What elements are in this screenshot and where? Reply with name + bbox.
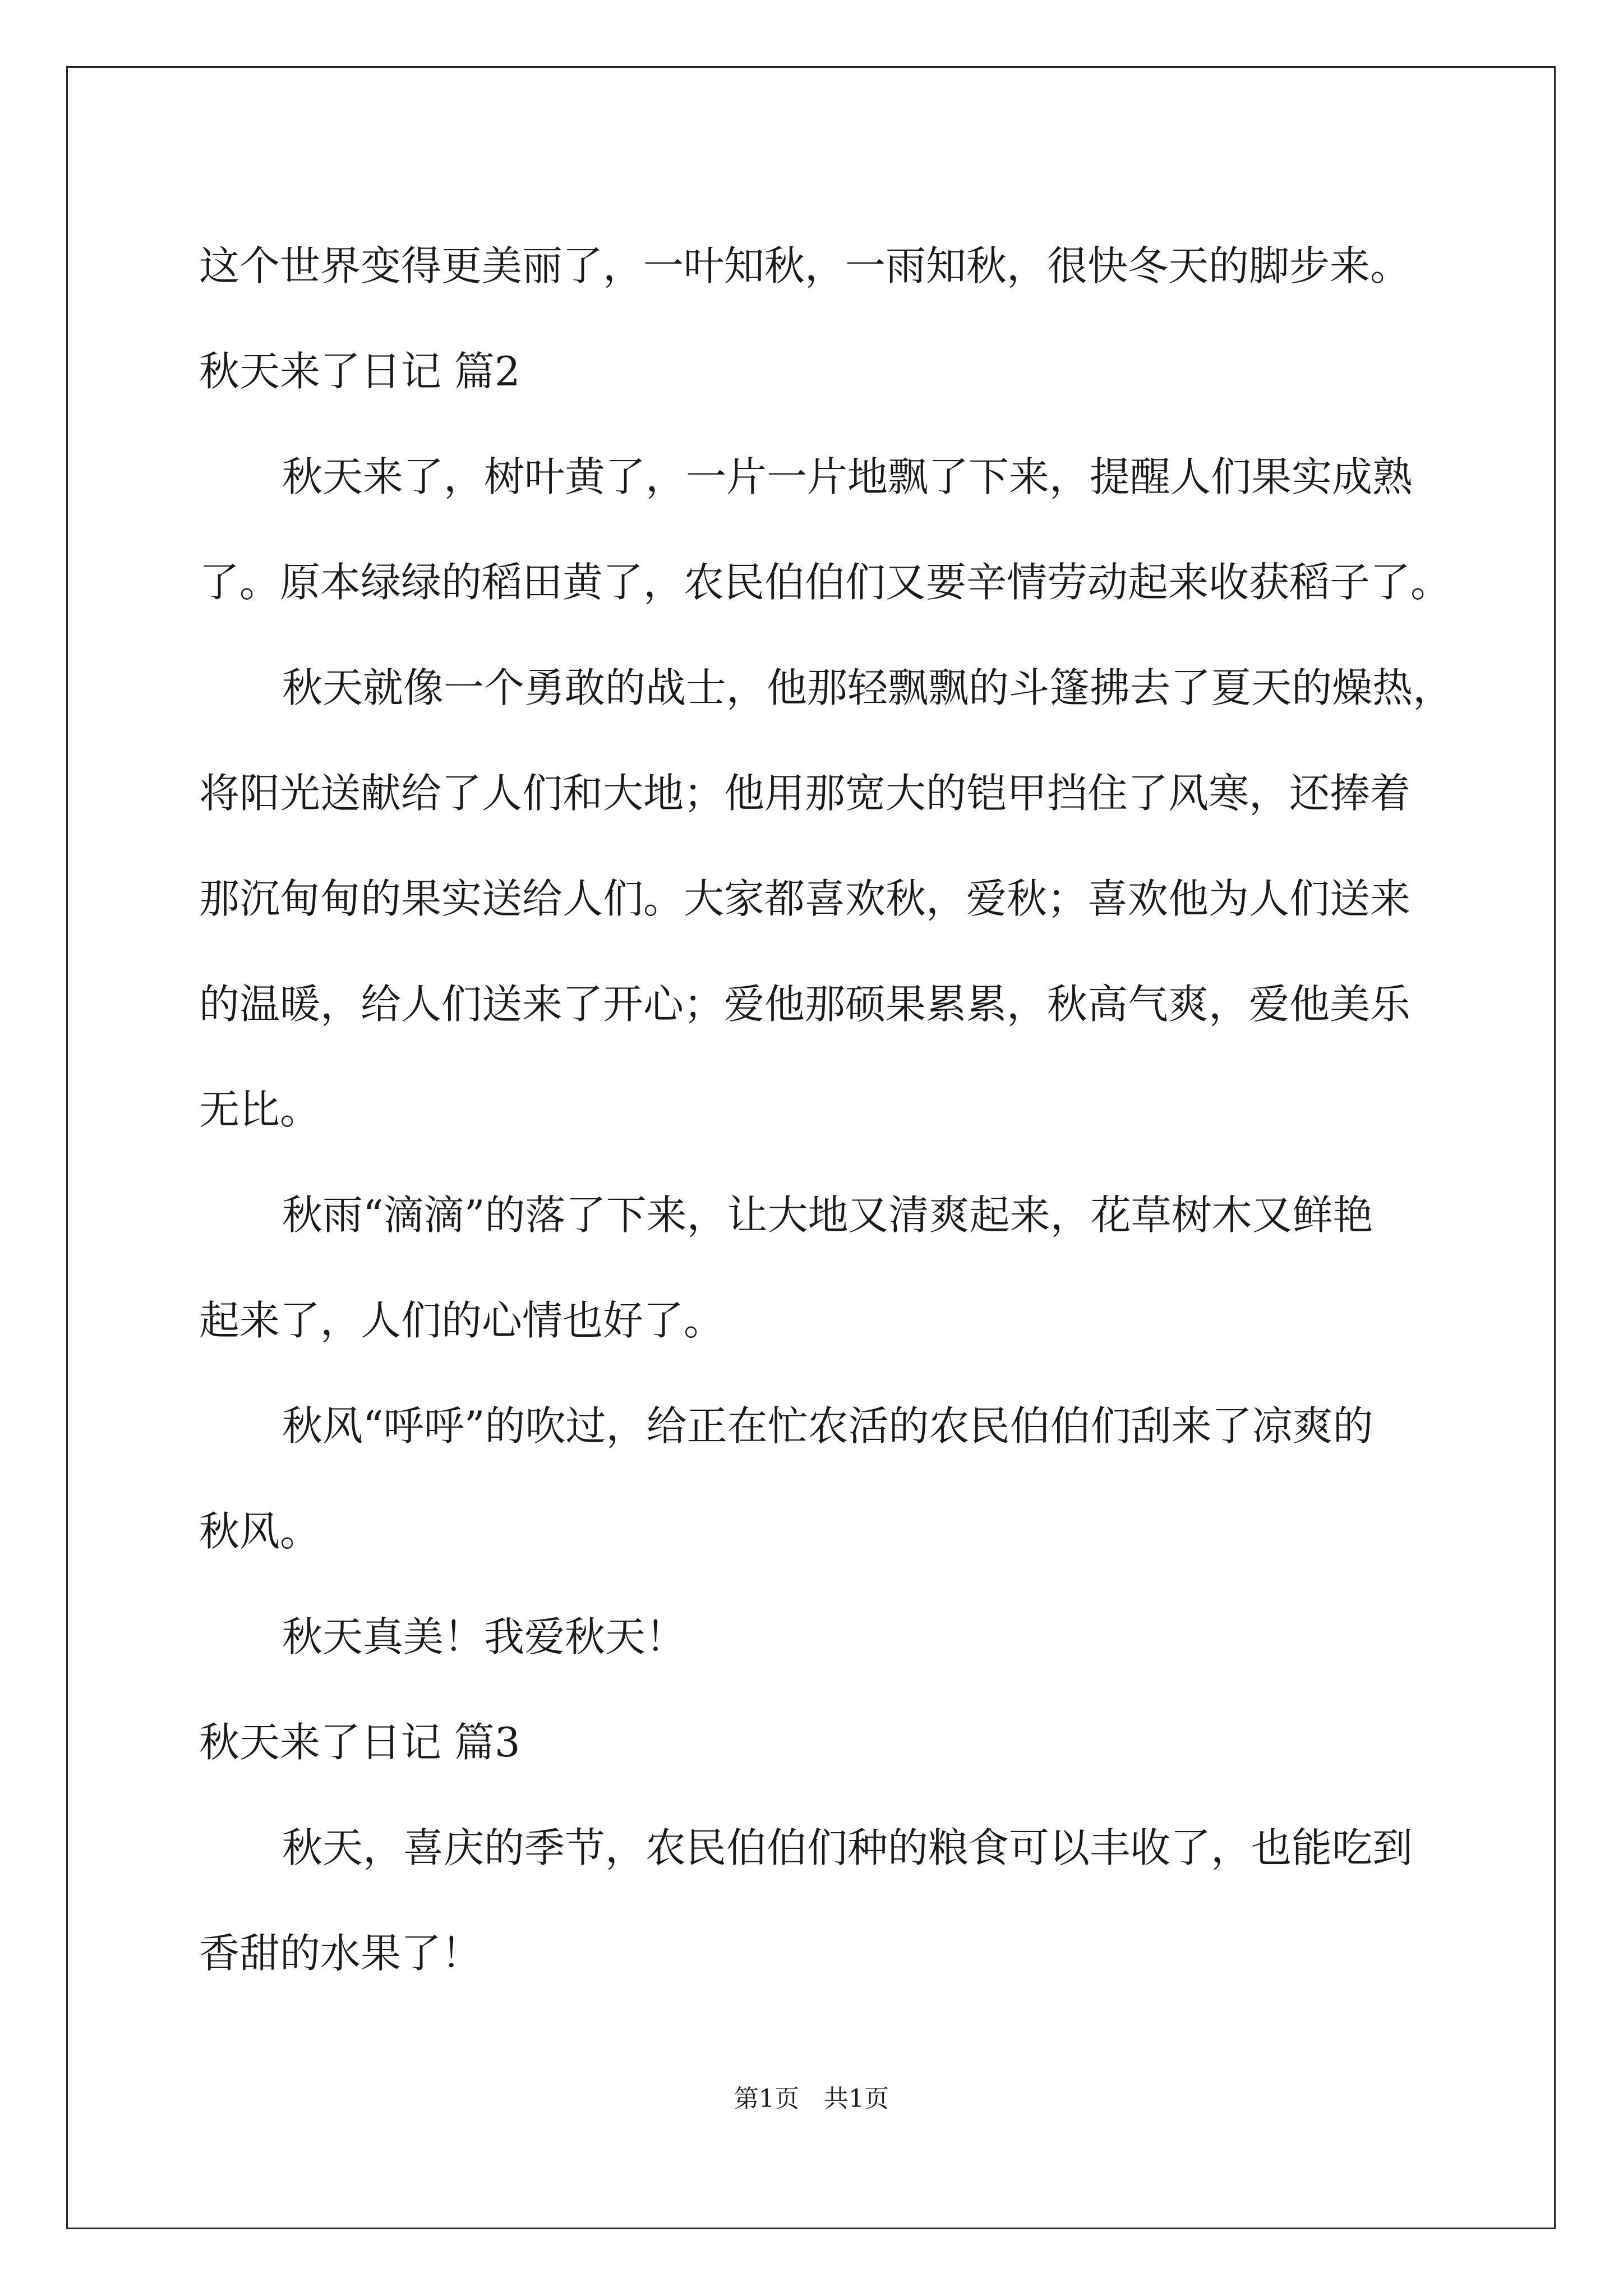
text-line: 香甜的水果了！ <box>199 1930 482 1977</box>
section-heading: 秋天来了日记 篇2 <box>199 348 520 395</box>
text-line: 的温暖，给人们送来了开心；爱他那硕果累累，秋高气爽，爱他美乐 <box>199 981 1411 1028</box>
text-line: 无比。 <box>199 1086 321 1133</box>
text-line: 这个世界变得更美丽了，一叶知秋，一雨知秋，很快冬天的脚步来。 <box>199 242 1411 289</box>
text-line: 秋风。 <box>199 1508 321 1555</box>
text-line: 秋天来了，树叶黄了，一片一片地飘了下来，提醒人们果实成熟 <box>282 453 1413 500</box>
document-body <box>199 213 1454 2006</box>
text-line: 秋天真美！我爱秋天！ <box>282 1613 686 1660</box>
text-line: 秋天，喜庆的季节，农民伯伯们种的粮食可以丰收了，也能吃到 <box>282 1824 1413 1871</box>
page-footer: 第1页 共1页 <box>734 2085 889 2113</box>
text-line: 秋风“呼呼”的吹过，给正在忙农活的农民伯伯们刮来了凉爽的 <box>282 1402 1373 1450</box>
section-heading: 秋天来了日记 篇3 <box>199 1719 520 1766</box>
text-line: 那沉甸甸的果实送给人们。大家都喜欢秋，爱秋；喜欢他为人们送来 <box>199 875 1411 922</box>
text-line: 了。原本绿绿的稻田黄了，农民伯伯们又要辛情劳动起来收获稻子了。 <box>199 559 1451 606</box>
text-line: 秋天就像一个勇敢的战士，他那轻飘飘的斗篷拂去了夏天的燥热， <box>282 664 1454 711</box>
text-line: 起来了，人们的心情也好了。 <box>199 1297 725 1344</box>
text-line: 秋雨“滴滴”的落了下来，让大地又清爽起来，花草树木又鲜艳 <box>282 1191 1373 1239</box>
text-line: 将阳光送献给了人们和大地；他用那宽大的铠甲挡住了风寒，还捧着 <box>199 770 1411 817</box>
